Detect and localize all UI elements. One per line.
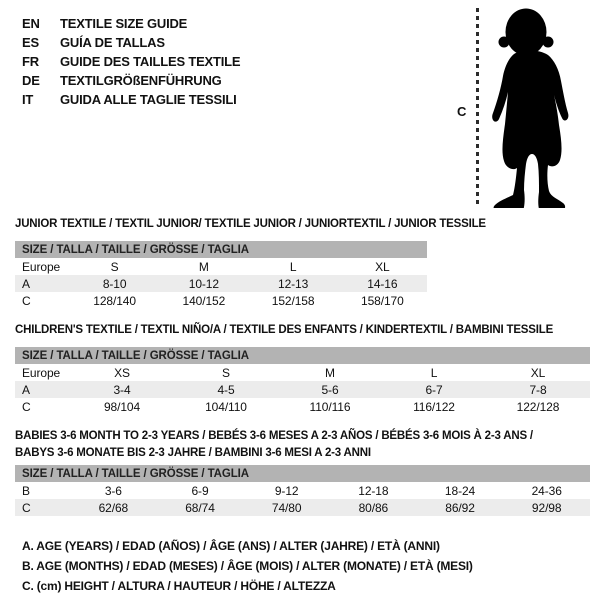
table-cell: M (325, 365, 335, 380)
size-tables (15, 216, 590, 516)
section-title (15, 428, 590, 462)
table-row (15, 381, 590, 398)
table-cell: XL (530, 365, 546, 380)
table-cell: XS (114, 365, 130, 380)
size-table-children (15, 347, 590, 415)
table-row (15, 482, 590, 499)
row-label: A (22, 382, 30, 397)
size-table-junior (15, 241, 427, 309)
size-table-section-babies (15, 428, 590, 516)
footnotes (15, 536, 590, 596)
table-cell: L (289, 259, 297, 274)
table-row (15, 364, 590, 381)
language-code: EN (22, 16, 40, 31)
table-cell: 74/80 (271, 500, 302, 515)
table-row (15, 499, 590, 516)
table-cell: 6-9 (191, 483, 209, 498)
table-cell: 4-5 (217, 382, 235, 397)
footnote: B. AGE (MONTHS) / EDAD (MESES) / ÂGE (MOIS) / ALTER (MONATE) / ETÀ (MESI) (22, 559, 473, 573)
table-cell: 10-12 (188, 276, 219, 291)
language-guide-title: TEXTILE SIZE GUIDE (60, 16, 188, 31)
section-title (15, 322, 590, 339)
row-label: C (22, 399, 31, 414)
table-cell: S (222, 365, 230, 380)
table-cell: 140/152 (182, 293, 226, 308)
language-code: ES (22, 35, 39, 50)
table-cell: M (198, 259, 209, 274)
table-cell: 5-6 (321, 382, 339, 397)
table-row (15, 275, 427, 292)
table-cell: 3-6 (104, 483, 122, 498)
table-cell: 7-8 (529, 382, 547, 397)
table-cell: 104/110 (205, 399, 247, 414)
size-table-section-children (15, 322, 590, 415)
size-table-babies (15, 465, 590, 516)
toddler-silhouette-icon (483, 6, 583, 208)
section-title (15, 216, 590, 233)
size-header-bar: SIZE / TALLA / TAILLE / GRÖSSE / TAGLIA (15, 241, 427, 258)
language-guide-title: GUÍA DE TALLAS (60, 35, 165, 50)
table-row (15, 398, 590, 415)
table-cell: 12-18 (358, 483, 389, 498)
table-cell: 3-4 (113, 382, 131, 397)
height-dotted-line (476, 8, 479, 208)
table-cell: 24-36 (531, 483, 562, 498)
section-title-line: BABYS 3-6 MONATE BIS 2-3 JAHRE / BAMBINI 3-6 MESI A 2-3 ANNI (15, 447, 371, 459)
table-cell: 14-16 (367, 276, 398, 291)
size-header-bar: SIZE / TALLA / TAILLE / GRÖSSE / TAGLIA (15, 465, 590, 482)
table-cell: 116/122 (413, 399, 455, 414)
table-cell: XL (375, 259, 390, 274)
language-guide-title: TEXTILGRÖßENFÜHRUNG (60, 73, 222, 88)
table-cell: L (430, 365, 438, 380)
height-measure-label: C (457, 104, 467, 119)
row-label: A (22, 276, 30, 291)
row-label: C (22, 293, 31, 308)
language-guide-title: GUIDE DES TAILLES TEXTILE (60, 54, 241, 69)
footnote: A. AGE (YEARS) / EDAD (AÑOS) / ÂGE (ANS) / ALTER (JAHRE) / ETÀ (ANNI) (22, 539, 440, 553)
row-label: B (22, 483, 30, 498)
table-cell: 8-10 (102, 276, 127, 291)
table-row (15, 258, 427, 275)
table-row (15, 292, 427, 309)
table-cell: 68/74 (185, 500, 215, 515)
table-cell: 128/140 (93, 293, 136, 308)
row-label: Europe (22, 259, 61, 274)
section-title-line: BABIES 3-6 MONTH TO 2-3 YEARS / BEBÉS 3-6 MESES A 2-3 AÑOS / BÉBÉS 3-6 MOIS À 2-3 ANS / (15, 430, 533, 442)
figure-area (450, 6, 592, 210)
row-label: Europe (22, 365, 61, 380)
table-cell: 86/92 (445, 500, 475, 515)
language-code: FR (22, 54, 39, 69)
row-label: C (22, 500, 31, 515)
table-cell: 122/128 (516, 399, 560, 414)
table-cell: 98/104 (103, 399, 141, 414)
table-cell: 6-7 (425, 382, 443, 397)
table-cell: 110/116 (309, 399, 351, 414)
table-cell: 18-24 (444, 483, 476, 498)
language-code: DE (22, 73, 40, 88)
table-cell: 62/68 (98, 500, 129, 515)
table-cell: 80/86 (358, 500, 389, 515)
table-cell: S (110, 259, 119, 274)
footnote: C. (cm) HEIGHT / ALTURA / HAUTEUR / HÖHE / ALTEZZA (22, 579, 336, 593)
table-cell: 152/158 (271, 293, 315, 308)
table-cell: 9-12 (274, 483, 299, 498)
size-table-section-junior (15, 216, 590, 309)
table-cell: 12-13 (278, 276, 309, 291)
section-title-line: JUNIOR TEXTILE / TEXTIL JUNIOR/ TEXTILE JUNIOR / JUNIORTEXTIL / JUNIOR TESSILE (15, 218, 486, 230)
language-code: IT (22, 92, 34, 107)
table-cell: 92/98 (531, 500, 562, 515)
table-cell: 158/170 (361, 293, 404, 308)
language-guide-title: GUIDA ALLE TAGLIE TESSILI (60, 92, 237, 107)
section-title-line: CHILDREN'S TEXTILE / TEXTIL NIÑO/A / TEXTILE DES ENFANTS / KINDERTEXTIL / BAMBINI TESSILE (15, 324, 554, 336)
size-header-bar: SIZE / TALLA / TAILLE / GRÖSSE / TAGLIA (15, 347, 590, 364)
